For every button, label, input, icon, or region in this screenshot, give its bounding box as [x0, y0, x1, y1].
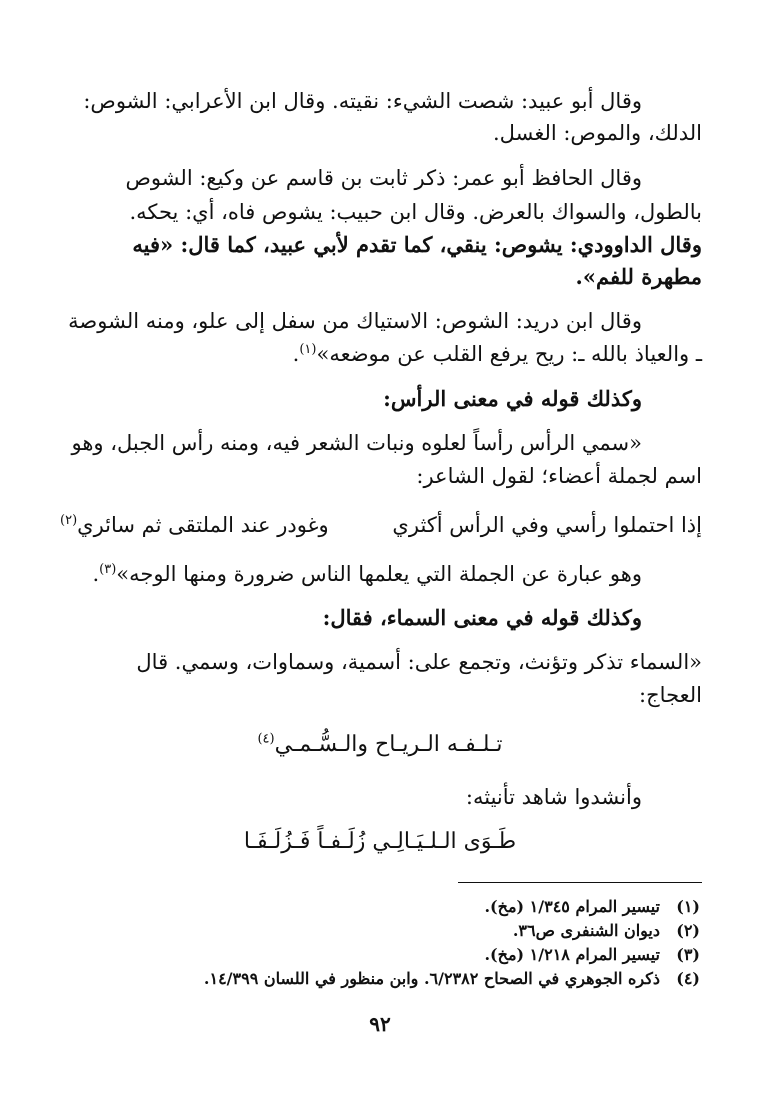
footnote-text: ديوان الشنفرى ص٣٦.: [512, 921, 660, 940]
footnote: [60, 968, 700, 990]
paragraph-line: [60, 163, 702, 193]
footnote-text: تيسير المرام ١/٣٤٥ (مخ).: [484, 897, 660, 916]
paragraph-line: [60, 306, 702, 336]
text-span: وقال الحافظ أبو عمر: ذكر ثابت بن قاسم عن وكيع: الشوص: [125, 166, 642, 190]
text-span: وأنشدوا شاهد تأنيثه:: [465, 785, 642, 809]
paragraph-line: وقال الداوودي: يشوص: ينقي، كما تقدم لأبي عبيد، كما قال: «فيه: [132, 232, 702, 257]
footnote-text: ذكره الجوهري في الصحاح ٦/٢٣٨٢. وابن منظور في اللسان ١٤/٣٩٩.: [203, 969, 660, 988]
text-span: وكذلك قوله في معنى الرأس:: [383, 386, 642, 411]
footnote-ref[interactable]: (٢): [60, 513, 78, 528]
footnote: [60, 944, 700, 966]
text-span: تـلـفـه الـريـاح والـسُّـمـي: [274, 732, 503, 757]
footnote-text: تيسير المرام ١/٢١٨ (مخ).: [484, 945, 660, 964]
footnote: [60, 896, 700, 918]
verse-hemistich-second: [60, 510, 329, 540]
verse-hemistich-first: إذا احتملوا رأسي وفي الرأس أكثري: [392, 513, 702, 537]
text-span: وغودر عند الملتقى ثم سائري: [77, 513, 329, 537]
text-span: «سمي الرأس رأساً لعلوه ونبات الشعر فيه، ومنه رأس الجبل، وهو: [71, 431, 642, 455]
footnote: [60, 920, 700, 942]
text-span: ـ والعياذ بالله ـ: ريح يرفع القلب عن موضعه»: [316, 342, 702, 366]
paragraph-line: [60, 782, 702, 812]
paragraph-line: ـ والعياذ بالله ـ: ريح يرفع القلب عن موضعه»$^{(١)}$.: [292, 342, 702, 366]
paragraph-line: الدلك، والموص: الغسل.: [493, 121, 702, 145]
paragraph-line: «السماء تذكر وتؤنث، وتجمع على: أسمية، وسماوات، وسمي. قال: [136, 650, 702, 674]
paragraph-line: [60, 428, 702, 458]
text-span: وقال أبو عبيد: شصت الشيء: نقيته. وقال ابن الأعرابي: الشوص:: [83, 89, 642, 113]
footnote-divider: [458, 882, 702, 883]
paragraph-line: [60, 603, 702, 633]
footnote-number: (٢): [676, 921, 700, 940]
paragraph-line: اسم لجملة أعضاء؛ لقول الشاعر:: [416, 464, 702, 488]
footnote-number: (٣): [676, 945, 700, 964]
text-span: وقال ابن دريد: الشوص: الاستياك من سفل إلى علو، ومنه الشوصة: [68, 309, 642, 333]
paragraph-line: العجاج:: [639, 683, 702, 707]
paragraph-line: [60, 384, 702, 414]
footnote-ref[interactable]: (١): [299, 342, 317, 357]
paragraph-line: بالطول، والسواك بالعرض. وقال ابن حبيب: يشوص فاه، أي: يحكه.: [129, 200, 702, 224]
paragraph-line: [60, 86, 702, 116]
page-number: ٩٢: [369, 1012, 391, 1036]
footnote-number: (١): [676, 897, 700, 916]
poetry-verse-centered: طَـوَى الـلـيَـالِـي زُلَـفـاً فَـزُلَـفَـا: [243, 829, 517, 854]
footnote-ref[interactable]: (٣): [99, 562, 117, 577]
paragraph-line: مطهرة للفم».: [575, 264, 702, 289]
text-span: وكذلك قوله في معنى السماء، فقال:: [322, 605, 642, 630]
paragraph-line: وهو عبارة عن الجملة التي يعلمها الناس ضرورة ومنها الوجه»$^{(٣)}$.: [60, 559, 702, 589]
footnote-number: (٤): [676, 969, 700, 988]
footnote-ref[interactable]: (٤): [257, 731, 275, 747]
poetry-verse-centered: [0, 730, 760, 760]
text-span: وهو عبارة عن الجملة التي يعلمها الناس ضرورة ومنها الوجه»: [116, 562, 642, 586]
